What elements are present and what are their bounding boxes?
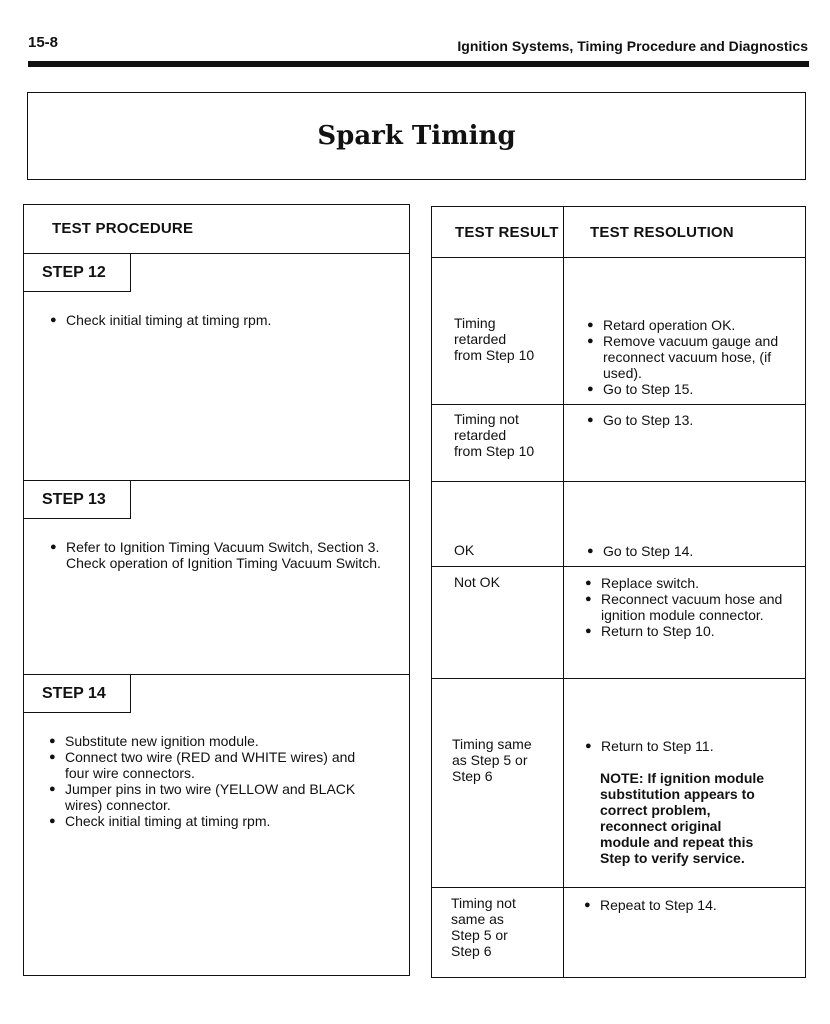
list-item: ● Refer to Ignition Timing Vacuum Switch, Section 3. Check operation of Ignition Timing Vacuum Switch. xyxy=(50,539,385,571)
step-13-result-1: OK xyxy=(454,542,475,558)
step-13-result-divider xyxy=(431,566,806,567)
step-14-resolution-1 xyxy=(585,738,790,754)
list-item: ● Return to Step 10. xyxy=(585,623,790,639)
step-14-tab xyxy=(23,675,131,713)
step-12-result-1: Timing retarded from Step 10 xyxy=(454,315,535,363)
list-item: ● Retard operation OK. xyxy=(587,317,792,333)
step-14-procedure-list xyxy=(49,733,379,829)
list-item: ● Repeat to Step 14. xyxy=(584,897,789,913)
step-12-result-divider xyxy=(431,404,806,405)
header-rule xyxy=(28,61,809,67)
header-test-procedure: TEST PROCEDURE xyxy=(52,220,194,237)
list-item: ● Go to Step 15. xyxy=(587,381,792,397)
step-12-label: STEP 12 xyxy=(42,263,106,281)
step-14-resolution-2 xyxy=(584,897,789,913)
result-header-divider xyxy=(431,257,806,258)
step-13-label: STEP 13 xyxy=(42,490,106,508)
step-12-resolution-1 xyxy=(587,317,792,397)
list-item: ● Replace switch. xyxy=(585,575,790,591)
title-box xyxy=(27,92,806,180)
list-item: ● Go to Step 13. xyxy=(587,412,792,428)
list-item: ● Reconnect vacuum hose and ignition module connector. xyxy=(585,591,790,623)
header-test-result: TEST RESULT xyxy=(455,224,559,241)
step-14-note: NOTE: If ignition module substitution appears to correct problem, reconnect original module and repeat this Step to verify service. xyxy=(600,770,765,866)
list-item: ● Check initial timing at timing rpm. xyxy=(50,312,390,328)
header-test-resolution: TEST RESOLUTION xyxy=(590,224,734,241)
step-14-result-divider xyxy=(431,887,806,888)
step-13-result-2: Not OK xyxy=(454,574,500,590)
list-item: ● Check initial timing at timing rpm. xyxy=(49,813,379,829)
page-title: Spark Timing xyxy=(317,121,516,151)
step-12-resolution-2 xyxy=(587,412,792,428)
step-13-tab xyxy=(23,481,131,519)
result-column-divider xyxy=(563,206,564,978)
step-14-label: STEP 14 xyxy=(42,684,106,702)
step-14-result-1: Timing same as Step 5 or Step 6 xyxy=(452,736,532,784)
list-item: ● Return to Step 11. xyxy=(585,738,790,754)
step-13-resolution-2 xyxy=(585,575,790,639)
step-13-resolution-1 xyxy=(587,543,792,559)
step-12-block-divider xyxy=(431,481,806,482)
running-title: Ignition Systems, Timing Procedure and Diagnostics xyxy=(457,38,808,54)
step-13-block-divider xyxy=(431,678,806,679)
list-item: ● Substitute new ignition module. xyxy=(49,733,379,749)
list-item: ● Jumper pins in two wire (YELLOW and BLACK wires) connector. xyxy=(49,781,379,813)
list-item: ● Connect two wire (RED and WHITE wires) and four wire connectors. xyxy=(49,749,379,781)
list-item: ● Go to Step 14. xyxy=(587,543,792,559)
list-item: ● Remove vacuum gauge and reconnect vacuum hose, (if used). xyxy=(587,333,792,381)
step-13-procedure-list xyxy=(50,539,385,571)
step-14-result-2: Timing not same as Step 5 or Step 6 xyxy=(451,895,516,959)
page-number: 15-8 xyxy=(28,34,59,51)
step-12-tab xyxy=(23,254,131,292)
step-12-result-2: Timing not retarded from Step 10 xyxy=(454,411,535,459)
step-12-procedure-list xyxy=(50,312,390,328)
